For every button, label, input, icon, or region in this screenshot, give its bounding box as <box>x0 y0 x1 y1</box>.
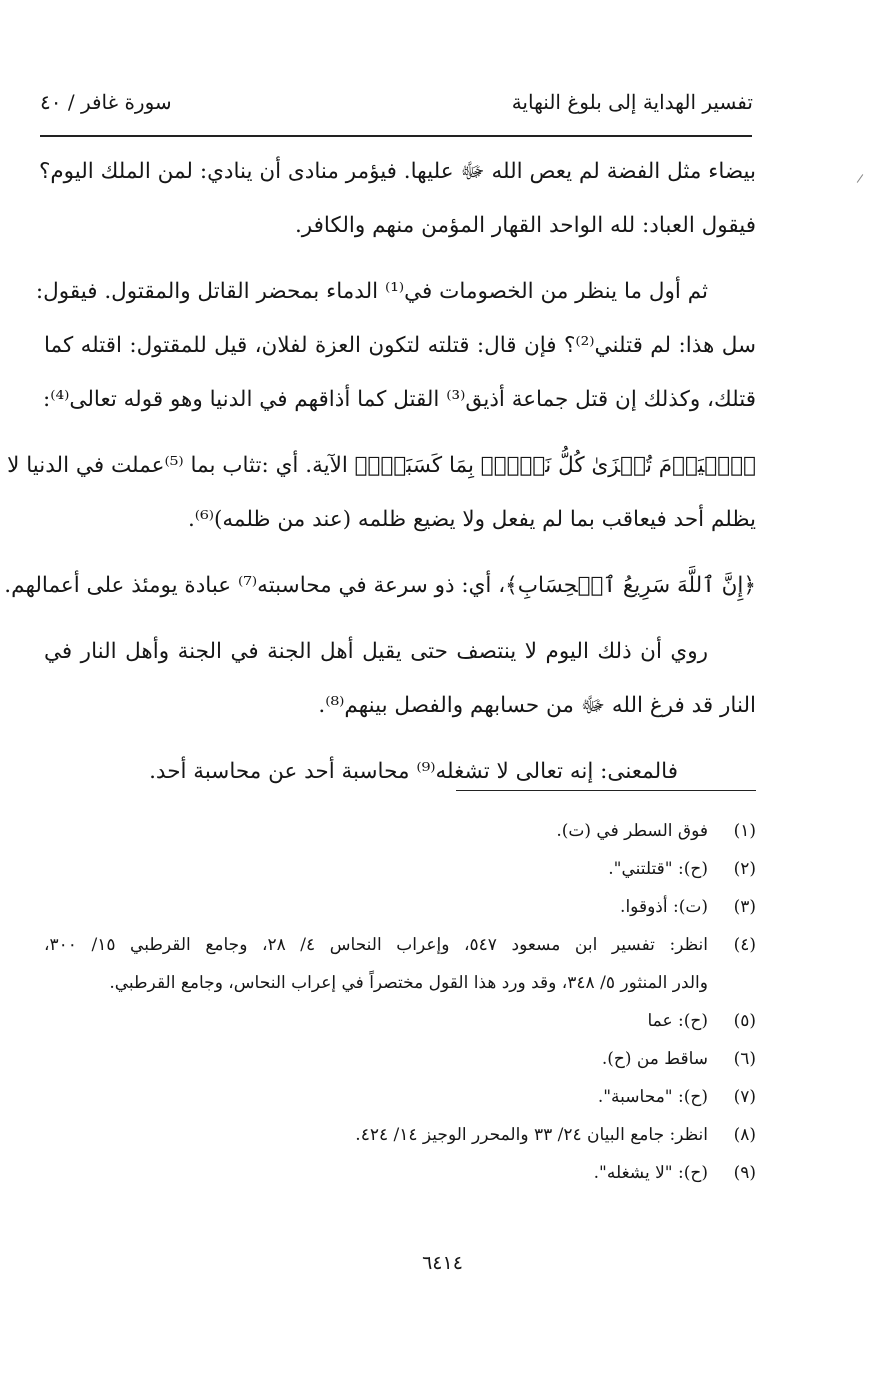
text-line: بيضاء مثل الفضة لم يعص الله ﷻ عليها. فيؤمر منادى أن ينادي: لمن الملك اليوم؟ <box>38 159 756 184</box>
footnote-text: (ح): عما <box>647 1011 708 1031</box>
paragraph-gap <box>44 613 756 625</box>
header-rule <box>40 135 752 137</box>
footnote-number: (٦) <box>733 1049 756 1069</box>
footnote-item <box>44 850 756 888</box>
text-line: ﴿ٱلۡيَوۡمَ تُجۡزَىٰ كُلُّ نَفۡسِۭ بِمَا كَسَبَتۡۚ﴾ الآية. أي :تثاب بما ⁽⁵⁾عملت في الدنيا لا <box>7 453 756 478</box>
footnote-item <box>44 1002 756 1040</box>
text-line: فيقول العباد: لله الواحد القهار المؤمن منهم والكافر. <box>294 213 756 238</box>
footnote-text: انظر: جامع البيان ٢٤/ ٣٣ والمحرر الوجيز ١٤/ ٤٢٤. <box>355 1125 708 1145</box>
footnote-text: فوق السطر في (ت). <box>556 821 708 841</box>
header-surah-label: سورة غافر / ٤٠ <box>40 90 172 114</box>
text-line: النار قد فرغ الله ﷻ من حسابهم والفصل بينهم⁽⁸⁾. <box>318 693 756 718</box>
footnote-number: (٤) <box>733 935 756 955</box>
paragraph-gap <box>44 253 756 265</box>
footnote-text: (ح): "قتلتني". <box>608 859 708 879</box>
text-line: فالمعنى: إنه تعالى لا تشغله⁽⁹⁾ محاسبة أحد عن محاسبة أحد. <box>149 759 678 784</box>
footnote-item <box>44 888 756 926</box>
footnote-item <box>44 1154 756 1192</box>
paragraph-gap <box>44 733 756 745</box>
footnote-number: (١) <box>733 821 756 841</box>
footnote-item <box>44 812 756 850</box>
page-number: ٦٤١٤ <box>422 1252 463 1274</box>
footnote-item <box>44 1040 756 1078</box>
text-line: سل هذا: لم قتلني⁽²⁾؟ فإن قال: قتلته لتكون العزة لفلان، قيل للمقتول: اقتله كما <box>44 333 757 358</box>
text-line: يظلم أحد فيعاقب بما لم يفعل ولا يضيع ظلمه (عند من ظلمه)⁽⁶⁾. <box>187 507 756 532</box>
footnote-item <box>44 1078 756 1116</box>
text-line: ﴿إِنَّ ٱللَّهَ سَرِيعُ ٱلۡحِسَابِ﴾، أي: ذو سرعة في محاسبته⁽⁷⁾ عبادة يومئذ على أعمالهم. <box>4 573 756 598</box>
margin-mark <box>857 174 864 183</box>
footnote-rule <box>456 790 756 791</box>
footnote-continuation: والدر المنثور ٥/ ٣٤٨، وقد ورد هذا القول مختصراً في إعراب النحاس، وجامع القرطبي. <box>109 973 708 993</box>
footnotes <box>44 812 756 1192</box>
footnote-text: (ت): أذوقوا. <box>620 897 708 917</box>
footnote-text: (ح): "لا يشغله". <box>593 1163 708 1183</box>
footnote-number: (٥) <box>733 1011 756 1031</box>
paragraph-gap <box>44 427 756 439</box>
footnote-item <box>44 1116 756 1154</box>
header-book-title: تفسير الهداية إلى بلوغ النهاية <box>511 90 753 114</box>
footnote-number: (٣) <box>733 897 756 917</box>
footnote-text: انظر: تفسير ابن مسعود ٥٤٧، وإعراب النحاس ٤/ ٢٨، وجامع القرطبي ١٥/ ٣٠٠، <box>44 935 708 955</box>
paragraph-gap <box>44 547 756 559</box>
text-line: روي أن ذلك اليوم لا ينتصف حتى يقيل أهل الجنة في الجنة وأهل النار في <box>44 639 708 664</box>
footnote-number: (٨) <box>733 1125 756 1145</box>
main-text <box>4 145 757 799</box>
footnote-number: (٢) <box>733 859 756 879</box>
footnote-number: (٩) <box>733 1163 756 1183</box>
footnote-item <box>44 926 756 964</box>
footnote-text: ساقط من (ح). <box>601 1049 708 1069</box>
footnote-text: (ح): "محاسبة". <box>597 1087 708 1107</box>
text-line: ثم أول ما ينظر من الخصومات في⁽¹⁾ الدماء بمحضر القاتل والمقتول. فيقول: <box>35 279 708 304</box>
text-line: قتلك، وكذلك إن قتل جماعة أذيق⁽³⁾ القتل كما أذاقهم في الدنيا وهو قوله تعالى⁽⁴⁾: <box>43 387 756 412</box>
footnote-number: (٧) <box>733 1087 756 1107</box>
